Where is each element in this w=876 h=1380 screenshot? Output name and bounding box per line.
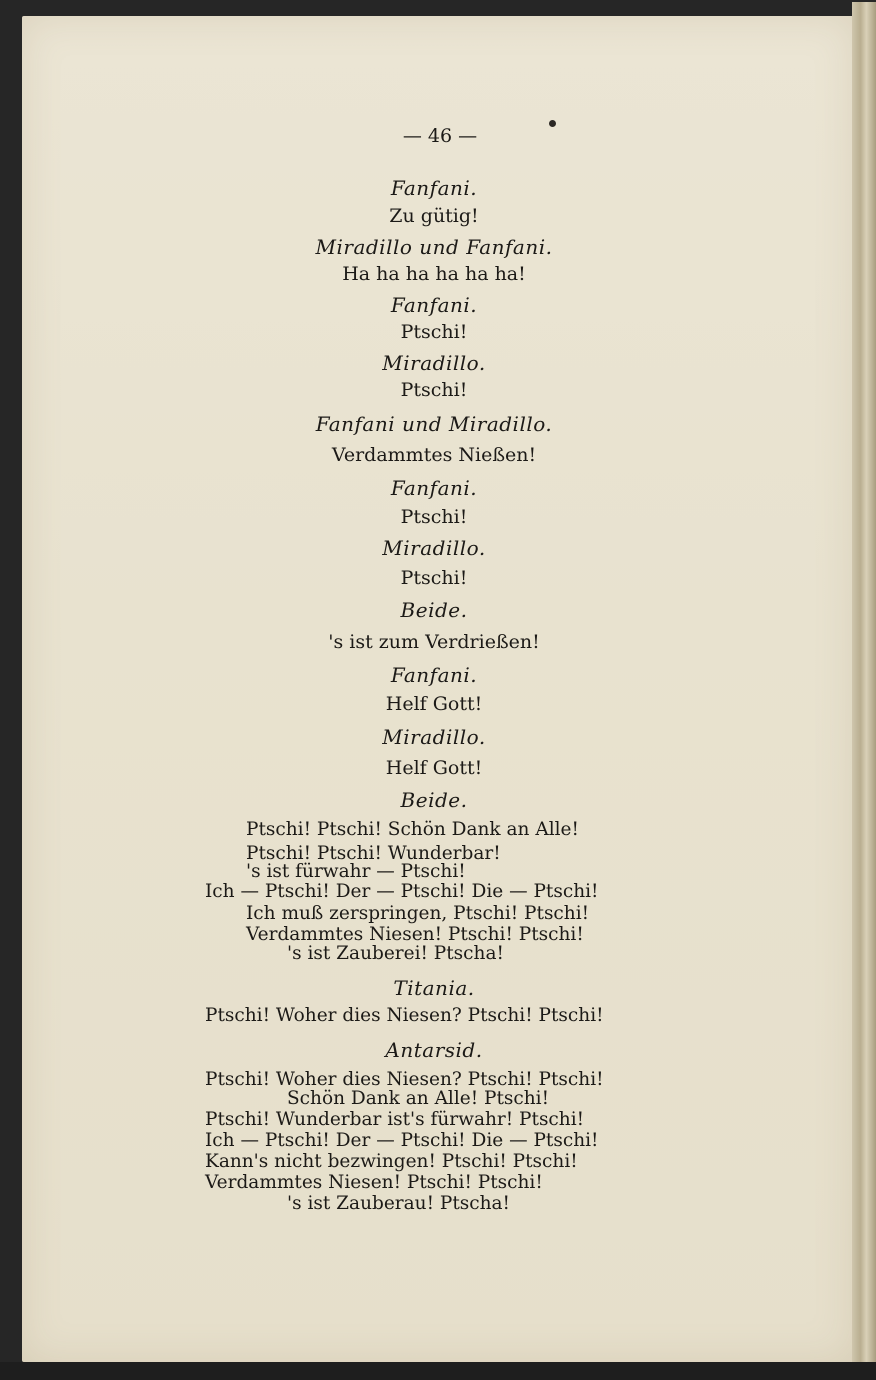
dialogue-line: Zu gütig! <box>389 205 479 227</box>
verse-line: Verdammtes Niesen! Ptschi! Ptschi! <box>205 1172 543 1193</box>
speaker-label: Miradillo. <box>382 725 486 749</box>
speaker-label: Beide. <box>400 788 468 812</box>
dialogue-line: 's ist zum Verdrießen! <box>328 631 540 653</box>
dialogue-line: Ptschi! <box>400 379 468 401</box>
page-number: — 46 — <box>402 125 478 147</box>
speaker-label: Miradillo. <box>382 536 486 560</box>
speaker-label: Fanfani und Miradillo. <box>315 412 553 436</box>
speaker-label: Fanfani. <box>390 476 478 500</box>
verse-line: 's ist fürwahr — Ptschi! <box>246 861 466 882</box>
dialogue-line: Helf Gott! <box>385 693 483 715</box>
verse-line: Ptschi! Ptschi! Wunderbar! <box>246 843 501 864</box>
verse-line: Ich — Ptschi! Der — Ptschi! Die — Ptschi! <box>205 1130 599 1151</box>
speaker-label: Fanfani. <box>390 663 478 687</box>
scan-bottom-border <box>0 1362 876 1380</box>
verse-line: 's ist Zauberei! Ptscha! <box>287 943 504 964</box>
verse-line: Schön Dank an Alle! Ptschi! <box>287 1088 550 1109</box>
verse-line: Kann's nicht bezwingen! Ptschi! Ptschi! <box>205 1151 578 1172</box>
dialogue-line: Ha ha ha ha ha ha! <box>342 263 526 285</box>
speaker-label: Antarsid. <box>385 1038 483 1062</box>
dialogue-line: Helf Gott! <box>385 757 483 779</box>
speaker-label: Titania. <box>393 976 475 1000</box>
dialogue-line: Verdammtes Nießen! <box>331 444 537 466</box>
dialogue-line: Ptschi! <box>400 321 468 343</box>
verse-line: Ptschi! Ptschi! Schön Dank an Alle! <box>246 819 579 840</box>
dialogue-line: Ptschi! <box>400 506 468 528</box>
verse-line: Ptschi! Wunderbar ist's fürwahr! Ptschi! <box>205 1109 585 1130</box>
verse-line: Ich — Ptschi! Der — Ptschi! Die — Ptschi! <box>205 881 599 902</box>
adjacent-page-edge <box>852 2 876 1380</box>
ink-dot <box>549 120 556 127</box>
speaker-label: Beide. <box>400 598 468 622</box>
speaker-label: Miradillo. <box>382 351 486 375</box>
speaker-label: Fanfani. <box>390 176 478 200</box>
speaker-label: Miradillo und Fanfani. <box>315 235 553 259</box>
verse-line: Ich muß zerspringen, Ptschi! Ptschi! <box>246 903 590 924</box>
verse-line: Verdammtes Niesen! Ptschi! Ptschi! <box>246 924 584 945</box>
verse-line: 's ist Zauberau! Ptscha! <box>287 1193 510 1214</box>
verse-line: Ptschi! Woher dies Niesen? Ptschi! Ptschi! <box>205 1069 604 1090</box>
dialogue-line: Ptschi! <box>400 567 468 589</box>
speaker-label: Fanfani. <box>390 293 478 317</box>
verse-line: Ptschi! Woher dies Niesen? Ptschi! Ptschi! <box>205 1005 604 1026</box>
